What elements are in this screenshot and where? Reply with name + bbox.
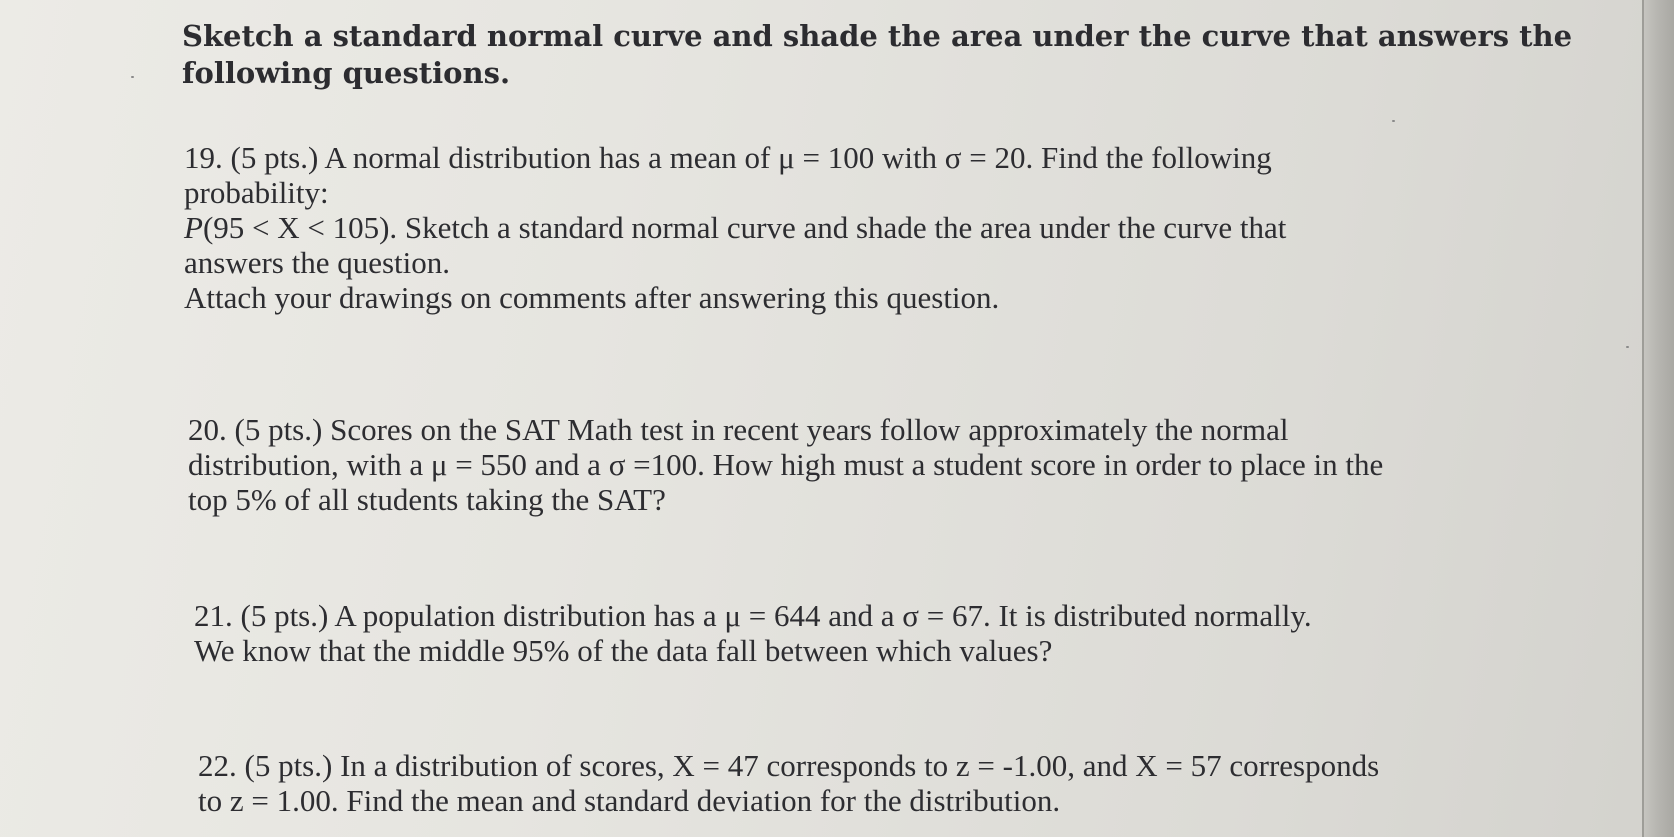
question-22 (198, 748, 1448, 818)
probability-symbol: P (184, 210, 203, 245)
question-20-line-2: distribution, with a μ = 550 and a σ =100. How high must a student score in order to place in the (188, 447, 1384, 482)
question-19-line-2: probability: (184, 175, 329, 210)
monitor-bezel-edge (1642, 0, 1674, 837)
screen-speck (131, 76, 134, 78)
instructions-heading (182, 18, 1573, 92)
question-21 (194, 598, 1414, 668)
screen-speck (1392, 120, 1395, 122)
question-19-line-4: answers the question. (184, 245, 451, 280)
question-19-line-1: 19. (5 pts.) A normal distribution has a mean of μ = 100 with σ = 20. Find the following (184, 140, 1272, 175)
screen-speck (1626, 346, 1629, 348)
question-22-line-1: 22. (5 pts.) In a distribution of scores, X = 47 corresponds to z = -1.00, and X = 57 corresponds (198, 748, 1380, 783)
question-21-line-1: 21. (5 pts.) A population distribution has a μ = 644 and a σ = 67. It is distributed normally. (194, 598, 1312, 633)
question-21-line-2: We know that the middle 95% of the data fall between which values? (194, 633, 1053, 668)
question-19 (184, 140, 1384, 315)
question-20 (188, 412, 1458, 517)
question-20-line-1: 20. (5 pts.) Scores on the SAT Math test in recent years follow approximately the normal (188, 412, 1289, 447)
heading-line-2: following questions. (182, 56, 511, 90)
question-20-line-3: top 5% of all students taking the SAT? (188, 482, 666, 517)
heading-line-1: Sketch a standard normal curve and shade the area under the curve that answers the (182, 19, 1573, 53)
question-22-line-2: to z = 1.00. Find the mean and standard deviation for the distribution. (198, 783, 1061, 818)
question-19-line-5: Attach your drawings on comments after answering this question. (184, 280, 1000, 315)
question-19-line-3 (184, 210, 1384, 245)
question-19-line-3-text: (95 < X < 105). Sketch a standard normal curve and shade the area under the curve that (202, 210, 1287, 245)
